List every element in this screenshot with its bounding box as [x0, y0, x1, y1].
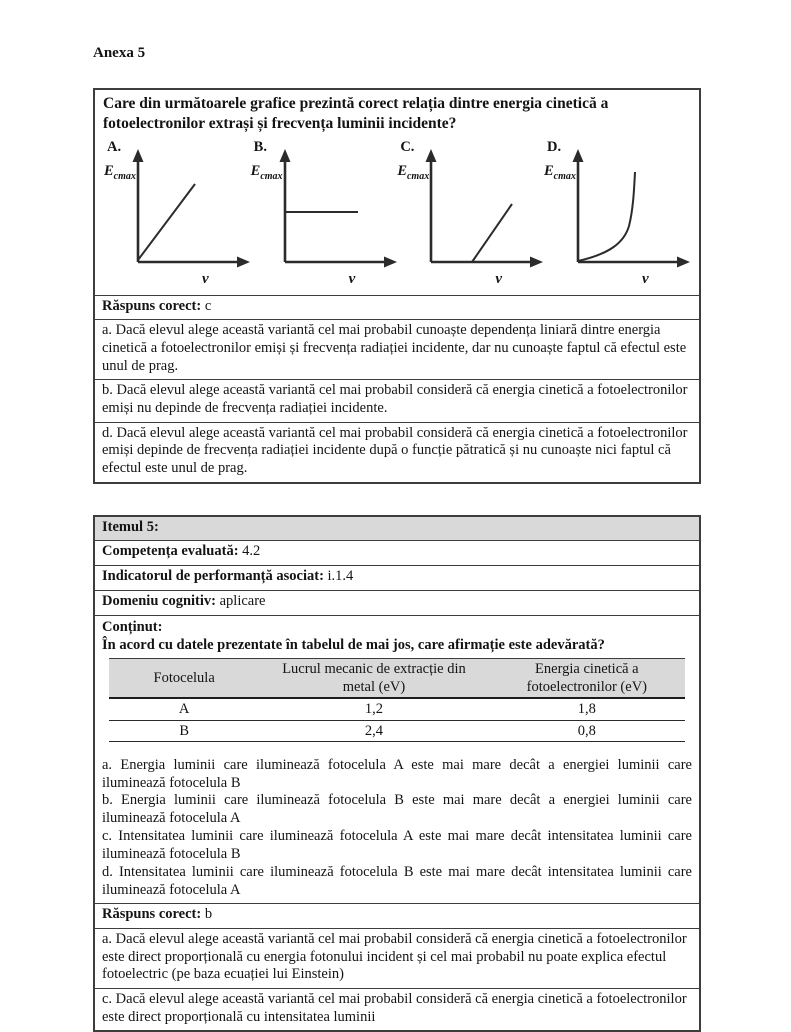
- x-axis-label: ν: [495, 271, 502, 288]
- graph-b-letter: B.: [253, 138, 267, 155]
- option-c: c. Intensitatea luminii care iluminează fotocelula A este mai mare decât intensitatea luminii care iluminează fotocelula B: [102, 828, 692, 862]
- meta-label: Domeniu cognitiv:: [102, 592, 216, 609]
- cell-kinetic-energy: 0,8: [489, 720, 685, 741]
- question1-feedback-b: b. Dacă elevul alege această variantă cel mai probabil consideră că energia cinetică a fotoelectronilor emiși nu depinde de frecvența radiației incidente.: [95, 379, 699, 421]
- item5-meta-competenta: [95, 540, 699, 565]
- cell-work-function: 1,2: [259, 698, 489, 720]
- graph-a-letter: A.: [107, 138, 122, 155]
- meta-value: 4.2: [242, 543, 261, 560]
- y-axis-arrow: [426, 149, 437, 162]
- graph-b-plot: [276, 148, 398, 270]
- question1-content: [95, 90, 699, 294]
- x-axis-label: ν: [348, 271, 356, 288]
- cell-photocell: B: [109, 720, 259, 741]
- cell-photocell: A: [109, 698, 259, 720]
- graph-option-b: [251, 139, 397, 291]
- graph-d-letter: D.: [546, 138, 562, 155]
- item5-feedback-c: c. Dacă elevul alege această variantă cel mai probabil consideră că energia cinetică a fotoelectronilor este direct proporțională cu intensitatea luminii: [95, 988, 699, 1030]
- x-axis-label: ν: [202, 271, 209, 288]
- y-axis-label: $E_{cmax}$: [397, 162, 430, 182]
- question1-block: [93, 88, 701, 483]
- cell-work-function: 2,4: [259, 720, 489, 741]
- page-label: Anexa 5: [93, 45, 146, 61]
- meta-label: Competența evaluată:: [102, 543, 239, 560]
- answer-graphs: [102, 135, 692, 291]
- graph-a-plot: [129, 148, 251, 270]
- question1-feedback-a: a. Dacă elevul alege această variantă cel mai probabil cunoaște dependența liniară dintre energia cinetică a fotoelectronilor emiși și frecvența radiației incidente, dar nu cunoaște faptul că efectul este unul de prag.: [95, 319, 699, 379]
- graph-option-c: [397, 139, 543, 291]
- photocell-table: [109, 658, 684, 742]
- curve-quadratic: [578, 172, 635, 261]
- option-d: d. Intensitatea luminii care iluminează fotocelula B este mai mare decât intensitatea luminii care iluminează fotocelula A: [102, 863, 692, 898]
- item5-answer-row: [95, 903, 699, 928]
- x-axis-arrow: [677, 256, 690, 267]
- option-b: b. Energia luminii care iluminează fotocelula B este mai mare decât a energiei luminii care iluminează fotocelula A: [102, 792, 692, 827]
- y-axis-arrow: [133, 149, 144, 162]
- question1-answer-row: [95, 295, 699, 320]
- cell-kinetic-energy: 1,8: [489, 698, 685, 720]
- answer-value: c: [204, 297, 212, 314]
- column-header: Fotocelula: [109, 659, 259, 699]
- graph-c-plot: [422, 148, 544, 270]
- photocell-table-header: [109, 659, 684, 699]
- content-label: Conținut:: [102, 618, 163, 635]
- meta-value: i.1.4: [327, 568, 354, 585]
- answer-value: b: [204, 906, 213, 923]
- table-row: [109, 698, 684, 720]
- x-axis-label: ν: [641, 271, 649, 288]
- y-axis-arrow: [572, 149, 583, 162]
- graph-c-letter: C.: [400, 138, 415, 155]
- item5-title: Itemul 5:: [95, 517, 699, 541]
- curve-linear-origin: [138, 184, 195, 260]
- curve-linear-threshold: [472, 204, 512, 262]
- graph-d-plot: [569, 148, 691, 270]
- x-axis-arrow: [530, 256, 543, 267]
- y-axis-label: $E_{cmax}$: [543, 162, 576, 182]
- item5-feedback-a: a. Dacă elevul alege această variantă cel mai probabil consideră că energia cinetică a fotoelectronilor este direct proporțională cu energia fotonului incident și cel mai probabil nu poate explica efectul fotoelectric (pe baza ecuației lui Einstein): [95, 928, 699, 988]
- graph-option-a: [104, 139, 250, 291]
- question1-text: Care din următoarele grafice prezintă corect relația dintre energia cinetică a fotoelectronilor extrași și frecvența luminii incidente?: [103, 95, 609, 133]
- item5-block: [93, 515, 701, 1032]
- y-axis-arrow: [279, 149, 290, 162]
- meta-label: Indicatorul de performanță asociat:: [102, 568, 324, 585]
- column-header: Lucrul mecanic de extracție din metal (eV): [259, 659, 489, 699]
- item5-content: [95, 615, 699, 904]
- options-list: [102, 757, 692, 900]
- y-axis-label: $E_{cmax}$: [104, 162, 136, 182]
- item5-meta-domeniu: [95, 590, 699, 615]
- graph-option-d: [544, 139, 690, 291]
- y-axis-label: $E_{cmax}$: [250, 162, 283, 182]
- meta-value: aplicare: [219, 592, 266, 609]
- answer-label: Răspuns corect:: [102, 297, 202, 314]
- column-header: Energia cinetică a fotoelectronilor (eV): [489, 659, 685, 699]
- answer-label: Răspuns corect:: [102, 906, 202, 923]
- item5-question: În acord cu datele prezentate în tabelul de mai jos, care afirmație este adevărată?: [102, 637, 605, 654]
- x-axis-arrow: [237, 256, 250, 267]
- item5-meta-indicator: [95, 565, 699, 590]
- x-axis-arrow: [384, 256, 397, 267]
- table-row: [109, 720, 684, 741]
- option-a: a. Energia luminii care iluminează fotocelula A este mai mare decât a energiei luminii care iluminează fotocelula B: [102, 756, 692, 791]
- question1-feedback-d: d. Dacă elevul alege această variantă cel mai probabil consideră că energia cinetică a fotoelectronilor emiși depinde de frecvența radiației incidente după o funcție pătratică și nu cunoaște nici faptul că efectul este unul de prag.: [95, 422, 699, 482]
